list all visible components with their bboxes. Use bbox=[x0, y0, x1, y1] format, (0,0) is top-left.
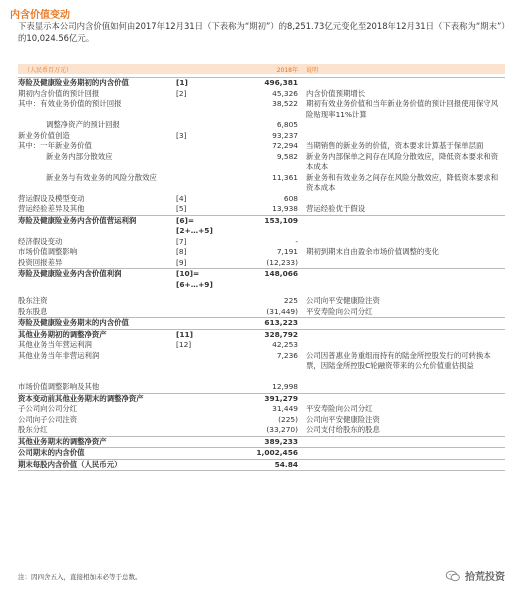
row-value: 54.84 bbox=[274, 459, 298, 469]
row-value: 12,998 bbox=[272, 382, 298, 391]
table-row-r3 bbox=[18, 99, 505, 120]
table-row-r8 bbox=[18, 173, 505, 194]
row-label: 期末每股内含价值（人民币元） bbox=[18, 459, 122, 469]
row-label: 股东分红 bbox=[18, 425, 48, 434]
table-row-r10 bbox=[18, 204, 505, 215]
row-label: 资本变动前其他业务期末的调整净资产 bbox=[18, 393, 144, 403]
row-label: 新业务内部分散效应 bbox=[46, 151, 113, 161]
row-reference bbox=[176, 194, 186, 205]
table-row-r24 bbox=[18, 404, 505, 415]
row-reference-line2: [2+…+5] bbox=[176, 226, 213, 235]
table-row-r4 bbox=[18, 120, 505, 131]
row-reference-line1: [10]= bbox=[176, 269, 200, 278]
row-label: 寿险及健康险业务期初的内含价值 bbox=[18, 78, 129, 87]
row-reference bbox=[176, 258, 186, 269]
table-row-r16 bbox=[18, 296, 505, 307]
row-reference bbox=[176, 204, 186, 215]
row-label: 其中：一年新业务价值 bbox=[18, 141, 92, 150]
row-note: 新业务和有效业务之间存在风险分散效应，降低资本要求和资本成本 bbox=[306, 172, 499, 192]
row-reference bbox=[176, 269, 213, 290]
row-reference-line1: [1] bbox=[176, 78, 188, 87]
row-value: 225 bbox=[283, 296, 298, 305]
table-row-r23 bbox=[18, 393, 505, 405]
row-value: 391,279 bbox=[264, 393, 298, 403]
row-note: 营运经验优于假设 bbox=[306, 204, 366, 213]
row-label: 市场价值调整影响及其他 bbox=[18, 382, 100, 391]
row-label: 营运假设及模型变动 bbox=[18, 193, 85, 203]
row-note: 公司因普惠业务重组而持有的陆金所控股发行的可转换本票，因陆金所控股C轮融资带来的公允价值重估损益 bbox=[306, 350, 491, 370]
row-reference-line1: [5] bbox=[176, 204, 187, 213]
row-reference-line1: [8] bbox=[176, 247, 187, 256]
row-value: 42,253 bbox=[272, 340, 298, 349]
row-label: 寿险及健康险业务内含价值营运利润 bbox=[18, 215, 137, 225]
row-reference-line1: [2] bbox=[176, 88, 187, 98]
row-label: 子公司向公司分红 bbox=[18, 404, 78, 413]
row-label: 新业务与有效业务的风险分散效应 bbox=[46, 172, 157, 182]
watermark bbox=[445, 568, 505, 583]
table-row-r17 bbox=[18, 307, 505, 318]
row-value: 153,109 bbox=[264, 215, 298, 225]
table-row-r11 bbox=[18, 215, 505, 237]
table-row-r28 bbox=[18, 447, 505, 459]
row-value: 1,002,456 bbox=[256, 448, 298, 457]
table-row-r21 bbox=[18, 351, 505, 383]
table-row-r1 bbox=[18, 77, 505, 89]
row-label: 市场价值调整影响 bbox=[18, 247, 78, 256]
table-row-r29 bbox=[18, 459, 505, 472]
table-row-r7 bbox=[18, 152, 505, 173]
row-label: 经济假设变动 bbox=[18, 236, 63, 246]
row-label: 股东注资 bbox=[18, 296, 48, 305]
table-row-r5 bbox=[18, 131, 505, 142]
row-note: 平安寿险向公司分红 bbox=[306, 306, 373, 316]
row-value: (12,233) bbox=[266, 257, 298, 267]
row-value: 608 bbox=[283, 193, 298, 203]
row-note: 期初到期末自由盈余市场价值调整的变化 bbox=[306, 247, 440, 256]
table-row-r27 bbox=[18, 436, 505, 448]
table-row-r20 bbox=[18, 340, 505, 351]
footnote: 注：因四舍五入，直接相加未必等于总数。 bbox=[18, 573, 142, 581]
section-title: 内含价值变动 bbox=[10, 10, 70, 21]
row-reference bbox=[176, 340, 191, 351]
row-label: 新业务价值创造 bbox=[18, 130, 70, 140]
row-value: 11,361 bbox=[272, 172, 298, 182]
row-value: 45,326 bbox=[272, 88, 298, 98]
table-row-r25 bbox=[18, 415, 505, 426]
row-reference-line1: [6]= bbox=[176, 215, 195, 225]
row-value: 496,381 bbox=[264, 78, 298, 87]
row-reference-line1: [3] bbox=[176, 130, 187, 140]
row-value: 328,792 bbox=[264, 329, 298, 339]
table-row-r12 bbox=[18, 237, 505, 248]
row-value: 13,938 bbox=[272, 204, 298, 213]
row-value: 93,237 bbox=[272, 130, 298, 140]
row-label: 寿险及健康险业务期末的内含价值 bbox=[18, 318, 129, 327]
row-value: (31,449) bbox=[266, 306, 298, 316]
row-value: 7,236 bbox=[276, 350, 298, 360]
table-row-r18 bbox=[18, 317, 505, 329]
table-row-r26 bbox=[18, 425, 505, 436]
row-note: 期初有效业务价值和当年新业务价值的预计回报使用保守风险贴现率11%计算 bbox=[306, 99, 499, 119]
year-column-header: 2018年 bbox=[276, 67, 298, 74]
row-reference-line1: [7] bbox=[176, 236, 187, 246]
row-value: 7,191 bbox=[276, 247, 298, 256]
row-note: 新业务内部保单之间存在风险分散效应，降低资本要求和资本成本 bbox=[306, 151, 499, 171]
row-label: 其他业务当年营运利润 bbox=[18, 340, 92, 349]
table-row-r15 bbox=[18, 268, 505, 290]
row-note: 当期销售的新业务的价值，资本要求计算基于保单层面 bbox=[306, 141, 484, 150]
row-reference bbox=[176, 78, 188, 89]
row-note: 内含价值预期增长 bbox=[306, 88, 366, 98]
row-label: 期初内含价值的预计回报 bbox=[18, 88, 100, 98]
table-row-r14 bbox=[18, 258, 505, 269]
row-note: 公司支付给股东的股息 bbox=[306, 425, 380, 434]
table-header bbox=[18, 64, 505, 74]
row-value: 38,522 bbox=[272, 99, 298, 108]
unit-label: （人民币百万元） bbox=[24, 67, 73, 74]
row-label: 投资回报差异 bbox=[18, 257, 63, 267]
table-row-r6 bbox=[18, 141, 505, 152]
note-column-header: 说明 bbox=[306, 67, 319, 74]
table-row-r22 bbox=[18, 382, 505, 393]
watermark-text: 拾荒投资 bbox=[465, 572, 505, 583]
row-label: 其他业务期初的调整净资产 bbox=[18, 329, 107, 339]
table-row-r2 bbox=[18, 89, 505, 100]
row-reference bbox=[176, 330, 193, 341]
row-label: 公司期末的内含价值 bbox=[18, 448, 85, 457]
row-reference bbox=[176, 237, 186, 248]
row-reference-line1: [4] bbox=[176, 193, 187, 203]
row-label: 调整净资产的预计回报 bbox=[46, 120, 120, 129]
row-reference-line1: [12] bbox=[176, 340, 192, 349]
row-value: 148,066 bbox=[264, 269, 298, 278]
row-label: 公司向子公司注资 bbox=[18, 414, 78, 424]
row-reference-line1: [11] bbox=[176, 329, 194, 339]
row-value: 389,233 bbox=[264, 436, 298, 446]
row-value: 613,223 bbox=[264, 318, 298, 327]
row-label: 寿险及健康险业务内含价值利润 bbox=[18, 269, 122, 278]
row-label: 股东股息 bbox=[18, 306, 48, 316]
row-note: 平安寿险向公司分红 bbox=[306, 404, 373, 413]
row-reference bbox=[176, 247, 186, 258]
row-label: 其中：有效业务价值的预计回报 bbox=[18, 99, 122, 108]
row-reference bbox=[176, 89, 186, 100]
row-reference-line1: [9] bbox=[176, 257, 187, 267]
row-label: 营运经验差异及其他 bbox=[18, 204, 85, 213]
row-note: 公司向平安健康险注资 bbox=[306, 414, 380, 424]
row-value: (225) bbox=[278, 414, 298, 424]
row-value: 72,294 bbox=[272, 141, 298, 150]
row-reference bbox=[176, 216, 213, 237]
embedded-value-table bbox=[18, 77, 505, 471]
row-value: 31,449 bbox=[272, 404, 298, 413]
wechat-logo-icon bbox=[445, 570, 461, 582]
row-value: - bbox=[295, 236, 298, 246]
table-row-r13 bbox=[18, 247, 505, 258]
row-value: 9,582 bbox=[276, 151, 298, 161]
row-value: (33,270) bbox=[266, 425, 298, 434]
row-note: 公司向平安健康险注资 bbox=[306, 296, 380, 305]
row-value: 6,805 bbox=[276, 120, 298, 129]
table-row-r19 bbox=[18, 329, 505, 341]
row-reference-line2: [6+…+9] bbox=[176, 279, 213, 289]
row-label: 其他业务当年非营运利润 bbox=[18, 350, 100, 360]
row-reference bbox=[176, 131, 186, 142]
intro-paragraph: 下表显示本公司内含价值如何由2017年12月31日（下表称为“期初”）的8,251.73亿元变化至2018年12月31日（下表称为“期末”）的10,024.56亿元。 bbox=[18, 21, 506, 43]
table-row-r9 bbox=[18, 194, 505, 205]
row-label: 其他业务期末的调整净资产 bbox=[18, 436, 107, 446]
